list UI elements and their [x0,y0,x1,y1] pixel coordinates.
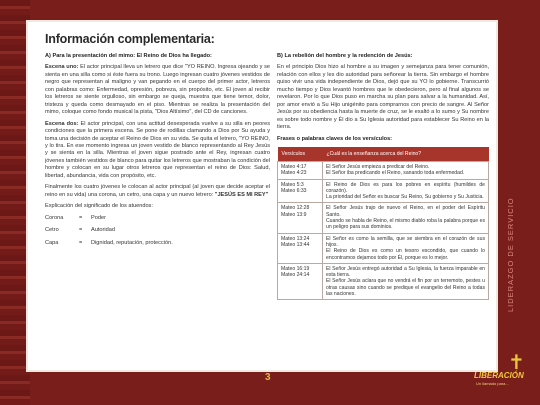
table-header-row [278,147,489,162]
definition-equals: = [79,214,83,221]
verse-ref-cell [278,233,323,263]
table-header-verses: Versículos [278,147,323,162]
verses-table [277,147,489,300]
table-row [278,233,489,263]
teaching-cell [323,263,489,299]
side-section-label [506,162,518,312]
teaching-text: El Señor es como la semilla, que se siembra en el corazón de sus hijos. [326,235,485,248]
verse-ref: Mateo 12:28 [281,205,310,212]
teaching-text: El Señor Jesús aclara que no vendrá el fin por un terremoto, pestes u otras causas sino cuando se predique el evangelio del Reino a todas las naciones. [326,278,485,298]
table-header-teaching: ¿Cuál es la enseñanza acerca del Reino? [323,147,489,162]
verse-ref: Mateo 13:44 [281,241,310,248]
cross-icon: ✝ [508,352,525,374]
teaching-text: El Reino de Dios es para los pobres en espíritu (humildes de corazón). [326,181,485,194]
teaching-text: El Señor Jesús empieza a predicar del Reino. [326,163,430,170]
teaching-text: El Señor iba predicando el Reino, sanando toda enfermedad. [326,170,465,177]
teaching-text: El Señor Jesús trajo de nuevo el Reino, en el poder del Espíritu Santo. [326,205,485,218]
teaching-cell [323,233,489,263]
verse-ref: Mateo 6:33 [281,187,307,194]
final-paragraph [45,184,270,199]
logo-subtitle: Un llamado para... [476,381,509,386]
definition-term: Corona [45,214,64,221]
page-number: 3 [265,372,271,383]
verse-ref: Mateo 13:24 [281,235,310,242]
scene-one-text: El actor principal lleva un letrero que dice "YO REINO. Ingresa ojeando y se sienta en una silla como si éste fuera su trono. Luego ingresan cuatro jóvenes vestidos de negro que representan al maligno y van pegando en el cuerpo del primer actor, letreros con palabras como: Enfermedad, opresión, pobreza, sin propósito, etc. El joven al recibir los letreros se siente orgulloso, sin embargo se queja, muestra que tiene temor, dolor, tristeza y queda como desmayado en el piso. Mientras se realiza la presentación del mimo, coloque como fondo musical la pista, "Dios Altísimo", del CD de canciones. [45,64,270,116]
logo-brand: LIBERACIÓN [474,371,524,380]
verse-ref: Mateo 4:17 [281,163,307,170]
teaching-text: El Señor Jesús entregó autoridad a Su Iglesia, la fuerza imparable en esta tierra. [326,265,485,279]
scene-one-paragraph [45,64,270,116]
table-row [278,203,489,233]
definitions-intro: Explicación del significado de los atuendos: [45,203,153,210]
page-title: Información complementaria: [45,32,215,46]
verse-ref: Mateo 24:14 [281,272,310,279]
left-column [45,53,270,252]
teaching-cell [323,203,489,233]
teaching-text: La prioridad del Señor es buscar Su Reino, Su gobierno y Su Justicia. [326,194,484,201]
definition-term: Capa [45,239,59,246]
scene-one-label: Escena uno: [45,64,79,71]
table-row [278,263,489,299]
definition-row [45,240,270,247]
rebellion-paragraph: En el principio Dios hizo al hombre a su imagen y semejanza para tener comunión, relación con ellos y les dio autoridad para señorear la tierra. Sin embargo el hombre quiso vivir una vida independiente de Dios, dejó que su YO lo gobierne. Transcurrió mucho tiempo y Dios levantó hombres que le obedecieron, pero al final algunos se revelaron. Por lo que Dios puso en marcha su plan para salvar a la humanidad. Así, por amor envió a Su Hijo unigénito para comprarnos con precio de sangre. Al Señor Jesús por su obediencia hasta la muerte de cruz, se le exaltó a lo sumo y Su nombre es sobre todo nombre y Él dio a Su Iglesia autoridad para establecer Su Reino en la tierra. [277,64,489,131]
right-column [277,53,489,300]
liberacion-logo [468,352,530,398]
frame-texture [0,0,30,405]
verse-ref-cell [278,263,323,299]
verse-ref-cell [278,179,323,203]
teaching-text: El Reino de Dios es como un tesoro escondido, que cuando lo encontramos dejamos todo por Él, porque es lo mejor. [326,248,485,261]
table-row [278,179,489,203]
definition-term: Cetro [45,227,59,234]
scene-two-label: Escena dos: [45,120,79,127]
verse-ref-cell [278,161,323,179]
definition-value: Poder [91,214,106,221]
table-row [278,161,489,179]
scene-two-text: El actor principal, con una actitud desesperada vuelve a su silla en peores condiciones que la primera escena. Se pone de rodillas clamando a Dios por Su ayuda y toma una decisión de aceptar el Reino de Dios en su vida. Se quita el letrero, "YO REINO, y lo tira. En ese momento ingresa un joven vestido de blanco representando al Rey Jesús y se sienta en la silla. Mientras el joven sigue postrado ante el Rey, ingresan cuatro jóvenes también vestidos de blanco para quitar los letreros que mostraban la condición del hombre y colocan en su lugar otros letreros que representan el reino de Dios: Salud, libertad, abundancia, vida con propósito, etc. [45,120,270,179]
verses-heading: Frases o palabras claves de los versículos: [277,135,393,142]
section-b-heading: B) La rebelión del hombre y la redención de Jesús: [277,53,413,59]
verse-ref: Mateo 5:3 [281,181,304,188]
verse-ref: Mateo 4:23 [281,170,307,177]
definition-equals: = [79,227,83,234]
final-sign: "JESÚS ES MI REY" [214,191,269,198]
definition-row [45,215,270,222]
verse-ref: Mateo 13:9 [281,211,307,218]
teaching-cell [323,179,489,203]
verse-ref-cell [278,203,323,233]
definition-equals: = [79,239,83,246]
definitions-list [45,215,270,247]
definition-value: Dignidad, reputación, protección. [91,239,173,246]
final-text: Finalmente los cuatro jóvenes le colocan al actor principal (al joven que decide aceptar el reino en su vida) una corona, un cetro, una capa y un nuevo letrero: [45,184,270,198]
section-a-heading: A) Para la presentación del mimo: El Reino de Dios ha llegado: [45,53,212,59]
scene-two-paragraph [45,121,270,181]
definition-value: Autoridad [91,227,115,234]
side-label-text: LIDERAZGO DE SERVICIO [506,197,515,312]
teaching-text: Cuando se habla de Reino, el mismo diablo roba la palabra porque es un peligro para sus dominios. [326,218,485,231]
teaching-cell [323,161,489,179]
verse-ref: Mateo 16:19 [281,265,310,272]
document-page [28,22,496,370]
definition-row [45,227,270,234]
